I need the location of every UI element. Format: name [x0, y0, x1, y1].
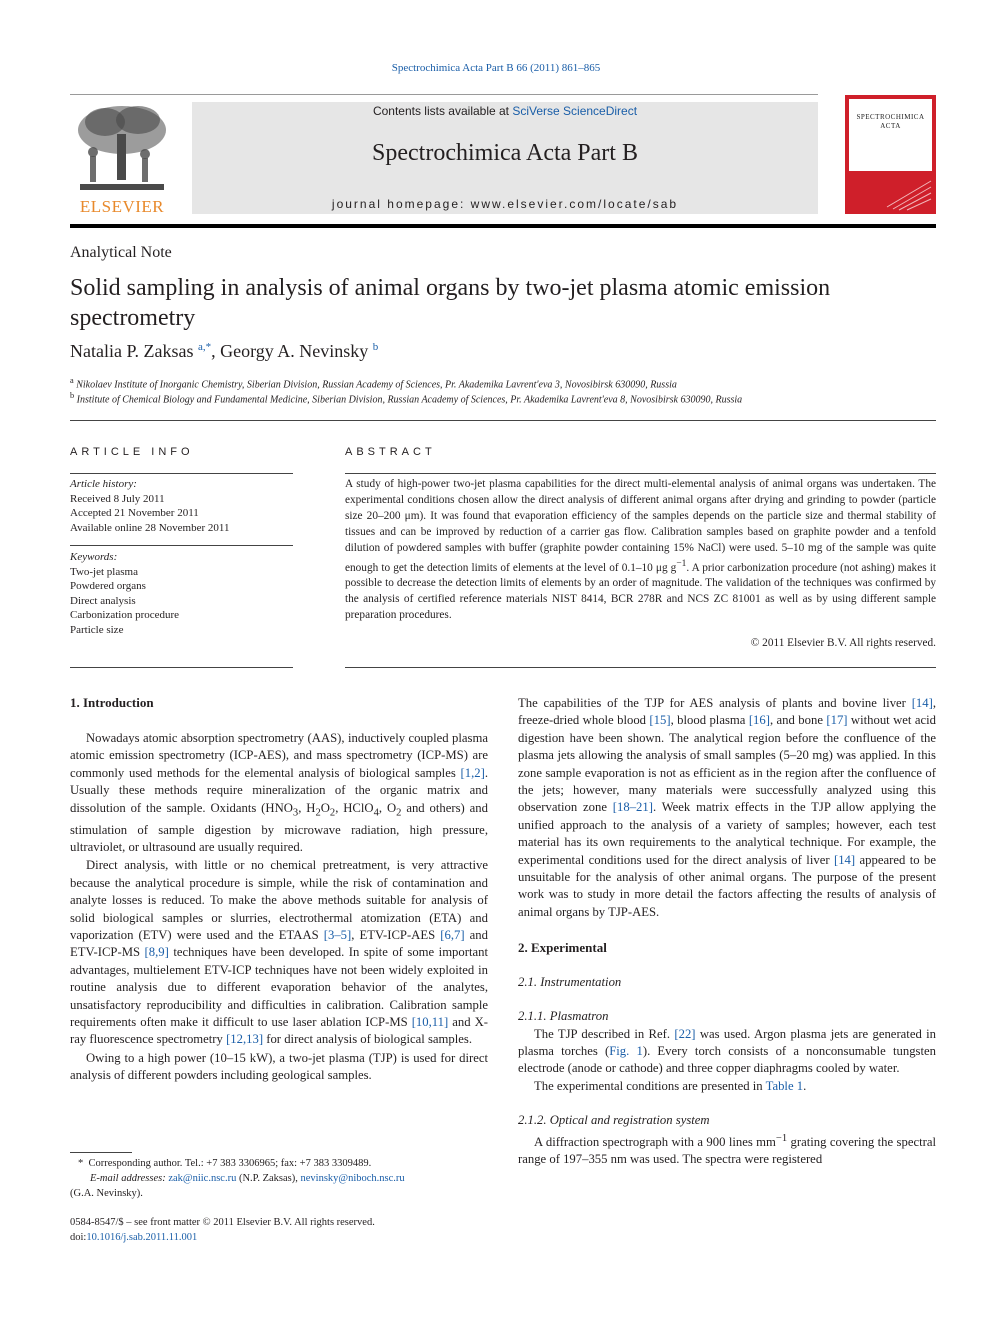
citation-link[interactable]: [3–5] — [323, 928, 352, 942]
keywords-label: Keywords: — [70, 551, 118, 563]
journal-name: Spectrochimica Acta Part B — [372, 140, 638, 166]
doi-link[interactable]: 10.1016/j.sab.2011.11.001 — [86, 1232, 198, 1243]
abstract-part: . A prior carbonization procedure (not ashing) makes it possible to decrease the detection limits of elements by an order of magnitude. The validation of the techniques was confirmed by the analysis of certified reference materials NIST 8414, BCR 278R and NCS ZC 81001 as well as by using different sample preparation procedures. — [345, 561, 936, 622]
citation-link[interactable]: [17] — [826, 713, 848, 728]
paragraph: The capabilities of the TJP for AES analysis of plants and bovine liver [14], freeze-dried whole blood [15], blood plasma [16], and bone [17] without wet acid digestion have been shown. The analytical region before the confluence of the plasma jets allowing the analysis of small samples (5–20 mg) was applied. In this zone sample evaporation is not as efficient as in the region after the confluence of the jets; however, many materials were successfully analyzed using this observation zone [18–21]. Week matrix effects in the TJP allow applying the unified approach to the analysis of a variety of samples; however, each test material has its own requirements to the analytical technique. For example, the experimental conditions used for the direct analysis of liver [14] appeared to be unsuitable for the analysis of other animal organs. The purpose of the present work was to study in more detail the factors affecting the results of analysis of animal organs by TJP-AES. — [518, 696, 936, 919]
affiliation-text: Institute of Chemical Biology and Fundamental Medicine, Siberian Division, Russian Academy of Sciences, Pr. Akademika Lavrent'eva 8, Novosibirsk 630090, Russia — [76, 394, 743, 406]
cover-title-line2: ACTA — [880, 122, 901, 130]
online-date: Available online 28 November 2011 — [70, 521, 230, 534]
issn-line: 0584-8547/$ – see front matter © 2011 Elsevier B.V. All rights reserved. — [70, 1217, 375, 1228]
journal-cover[interactable] — [845, 95, 936, 214]
cover-title-line1: SPECTROCHIMICA — [856, 113, 925, 121]
received-date: Received 8 July 2011 — [70, 492, 165, 505]
keyword: Powdered organs — [70, 580, 146, 592]
subsection-heading-optical: 2.1.2. Optical and registration system — [518, 1113, 710, 1128]
left-column — [70, 730, 488, 1085]
title-divider — [70, 420, 936, 421]
issn-footnote — [70, 1215, 490, 1245]
journal-citation[interactable]: Spectrochimica Acta Part B 66 (2011) 861–865 — [391, 62, 601, 74]
article-info-rule — [70, 473, 293, 474]
subsection-heading-plasmatron: 2.1.1. Plasmatron — [518, 1009, 609, 1024]
sciencedirect-link[interactable]: SciVerse ScienceDirect — [512, 104, 638, 118]
subsection-heading-instrumentation: 2.1. Instrumentation — [518, 974, 622, 989]
citation-link[interactable]: [1,2] — [460, 765, 485, 780]
cover-panel — [849, 99, 932, 171]
citation-link[interactable]: [15] — [649, 713, 671, 728]
corresponding-author-footnote — [70, 1156, 490, 1201]
citation-link[interactable]: [10,11] — [411, 1015, 449, 1030]
citation-link[interactable]: [14] — [833, 852, 856, 867]
paragraph: Owing to a high power (10–15 kW), a two-jet plasma (TJP) is used for direct analysis of different powders including geological samples. — [70, 1050, 488, 1083]
abstract-text — [345, 477, 936, 624]
elsevier-tree-icon — [70, 100, 174, 216]
affiliation-marker: b — [70, 391, 75, 400]
citation-link[interactable]: [8,9] — [144, 945, 169, 960]
footnote-text: Corresponding author. Tel.: +7 383 3306965; fax: +7 383 3309489. — [88, 1158, 372, 1169]
article-title: Solid sampling in analysis of animal organs by two-jet plasma atomic emission spectrometry — [70, 275, 831, 331]
affiliation-text: Nikolaev Institute of Inorganic Chemistry, Siberian Division, Russian Academy of Sciences, Pr. Akademika Lavrent'eva 3, Novosibirsk 630090, Russia — [76, 379, 677, 391]
abstract-copyright: © 2011 Elsevier B.V. All rights reserved. — [750, 637, 936, 649]
citation-link[interactable]: [18–21] — [612, 800, 653, 815]
keyword: Two-jet plasma — [70, 565, 138, 578]
article-type: Analytical Note — [70, 244, 172, 261]
author-affiliation-marker[interactable]: a,* — [197, 341, 212, 353]
paragraph: Direct analysis, with little or no chemical pretreatment, is very attractive because the analytical procedure is simple, while the risk of contamination and analyte losses is reduced. To make the above methods suitable for analysis of solid biological samples or slurries, electrothermal atomization (ETA) and vaporization (ETV) were used and the ETAAS [3–5], ETV-ICP-AES [6,7] and ETV-ICP-MS [8,9] techniques have been developed. In spite of some important advantages, multielement ETV-ICP techniques have not been widely exploited in routine analysis due to different evaporation behavior of the analytes, unsatisfactory reproducibility and difficulties in calibration. Calibration sample requirements often make it difficult to use laser ablation ICP-MS [10,11] and X-ray fluorescence spectrometry [12,13] for direct analysis of biological samples. — [70, 858, 488, 1047]
journal-homepage[interactable]: journal homepage: www.elsevier.com/locate/sab — [331, 197, 679, 211]
cover-graphic-icon — [885, 177, 933, 211]
doi-line — [70, 1230, 490, 1245]
email-owner: (N.P. Zaksas), — [236, 1173, 301, 1184]
header-divider — [70, 224, 936, 228]
citation-link[interactable]: [14] — [911, 696, 933, 710]
section-heading-introduction: 1. Introduction — [70, 695, 154, 710]
footnote-line — [70, 1171, 490, 1186]
contents-prefix: Contents lists available at — [372, 104, 513, 118]
citation-link[interactable]: [22] — [674, 1026, 696, 1041]
author-name[interactable]: Georgy A. Nevinsky — [220, 341, 369, 361]
abstract-part: A study of high-power two-jet plasma capabilities for the direct multi-elemental analysis of animal organs was undertaken. The experimental conditions chosen allow the direct analysis of different animal organs after drying and grinding to powder (particle size 20–200 μm). It was found that evaporation efficiency of the samples depends on the particle size and thermal stability of tissues and can be improved by reduction of a carrier gas flow. Calibration samples based on graphite powder and a tenfold dilution of powdered samples with buffer (graphite powder containing 15% NaCl) were used. 5–10 mg of the sample was quite enough to get the detection limits of elements at the level of 0.1–10 μg g — [345, 478, 936, 574]
right-column — [518, 695, 936, 1169]
paragraph: The experimental conditions are presented in Table 1. — [534, 1078, 807, 1093]
publisher-wordmark: ELSEVIER — [79, 197, 165, 216]
abstract-rule — [345, 473, 936, 474]
email-link[interactable]: nevinsky@niboch.nsc.ru — [300, 1173, 405, 1184]
figure-link[interactable]: Fig. 1 — [609, 1043, 643, 1058]
keyword: Particle size — [70, 623, 124, 636]
elsevier-logo[interactable] — [70, 100, 174, 216]
author-separator: , — [211, 341, 221, 361]
keyword: Carbonization procedure — [70, 609, 180, 621]
author-name[interactable]: Natalia P. Zaksas — [70, 341, 194, 361]
history-label: Article history: — [70, 478, 137, 490]
abstract-superscript: −1 — [676, 558, 687, 569]
header-rule — [70, 94, 818, 95]
contents-line — [192, 104, 818, 118]
citation-link[interactable]: [12,13] — [226, 1032, 264, 1047]
article-history — [70, 477, 293, 535]
table-link[interactable]: Table 1 — [765, 1078, 804, 1093]
abstract-heading: ABSTRACT — [345, 446, 436, 458]
affiliation-marker: a — [70, 376, 74, 385]
footnote-marker: * — [78, 1158, 84, 1169]
section-heading-experimental: 2. Experimental — [518, 940, 607, 956]
article-info-rule — [70, 545, 293, 546]
cover-title — [849, 113, 932, 131]
footnote-rule — [70, 1152, 132, 1153]
paragraph: Nowadays atomic absorption spectrometry (AAS), inductively coupled plasma atomic emission spectrometry (ICP-AES), and mass spectrometry (ICP-MS) are commonly used methods for the elemental analysis of biological samples [1,2]. Usually these methods require mineralization of the organic matrix and dissolution of the sample. Oxidants ($HNO_3$, $H_2O_2$, HClO$_4$, $O_2$ and others) and stimulation of sample digestion by microwave radiation, high pressure, ultraviolet, or ultrasound are usually required. — [70, 731, 488, 854]
email-owner: (G.A. Nevinsky). — [70, 1188, 143, 1199]
accepted-date: Accepted 21 November 2011 — [70, 507, 199, 519]
author-affiliation-marker[interactable]: b — [372, 341, 379, 353]
email-link[interactable]: zak@niic.nsc.ru — [168, 1173, 237, 1184]
author-list — [70, 341, 378, 362]
keywords-block — [70, 550, 293, 637]
abstract-rule — [345, 667, 936, 668]
article-info-rule — [70, 667, 293, 668]
citation-link[interactable]: [6,7] — [440, 928, 465, 942]
citation-link[interactable]: [16] — [748, 713, 770, 728]
affiliation-a — [70, 376, 936, 390]
doi-label: doi: — [70, 1232, 87, 1243]
keyword: Direct analysis — [70, 594, 136, 607]
article-info-heading: ARTICLE INFO — [70, 446, 194, 458]
email-label: E-mail addresses: — [90, 1173, 169, 1184]
affiliation-b — [70, 391, 936, 405]
footnote-line — [70, 1156, 490, 1171]
paragraph: The TJP described in Ref. [22] was used. Argon plasma jets are generated in plasma torches (Fig. 1). Every torch consists of a nonconsumable tungsten electrode (anode or cathode) and three copper diaphragms cooled by water. — [518, 1026, 936, 1076]
paragraph: A diffraction spectrograph with a 900 lines $mm^{-1}$ grating covering the spectral range of 197–355 nm was used. The spectra were registered — [518, 1132, 936, 1167]
